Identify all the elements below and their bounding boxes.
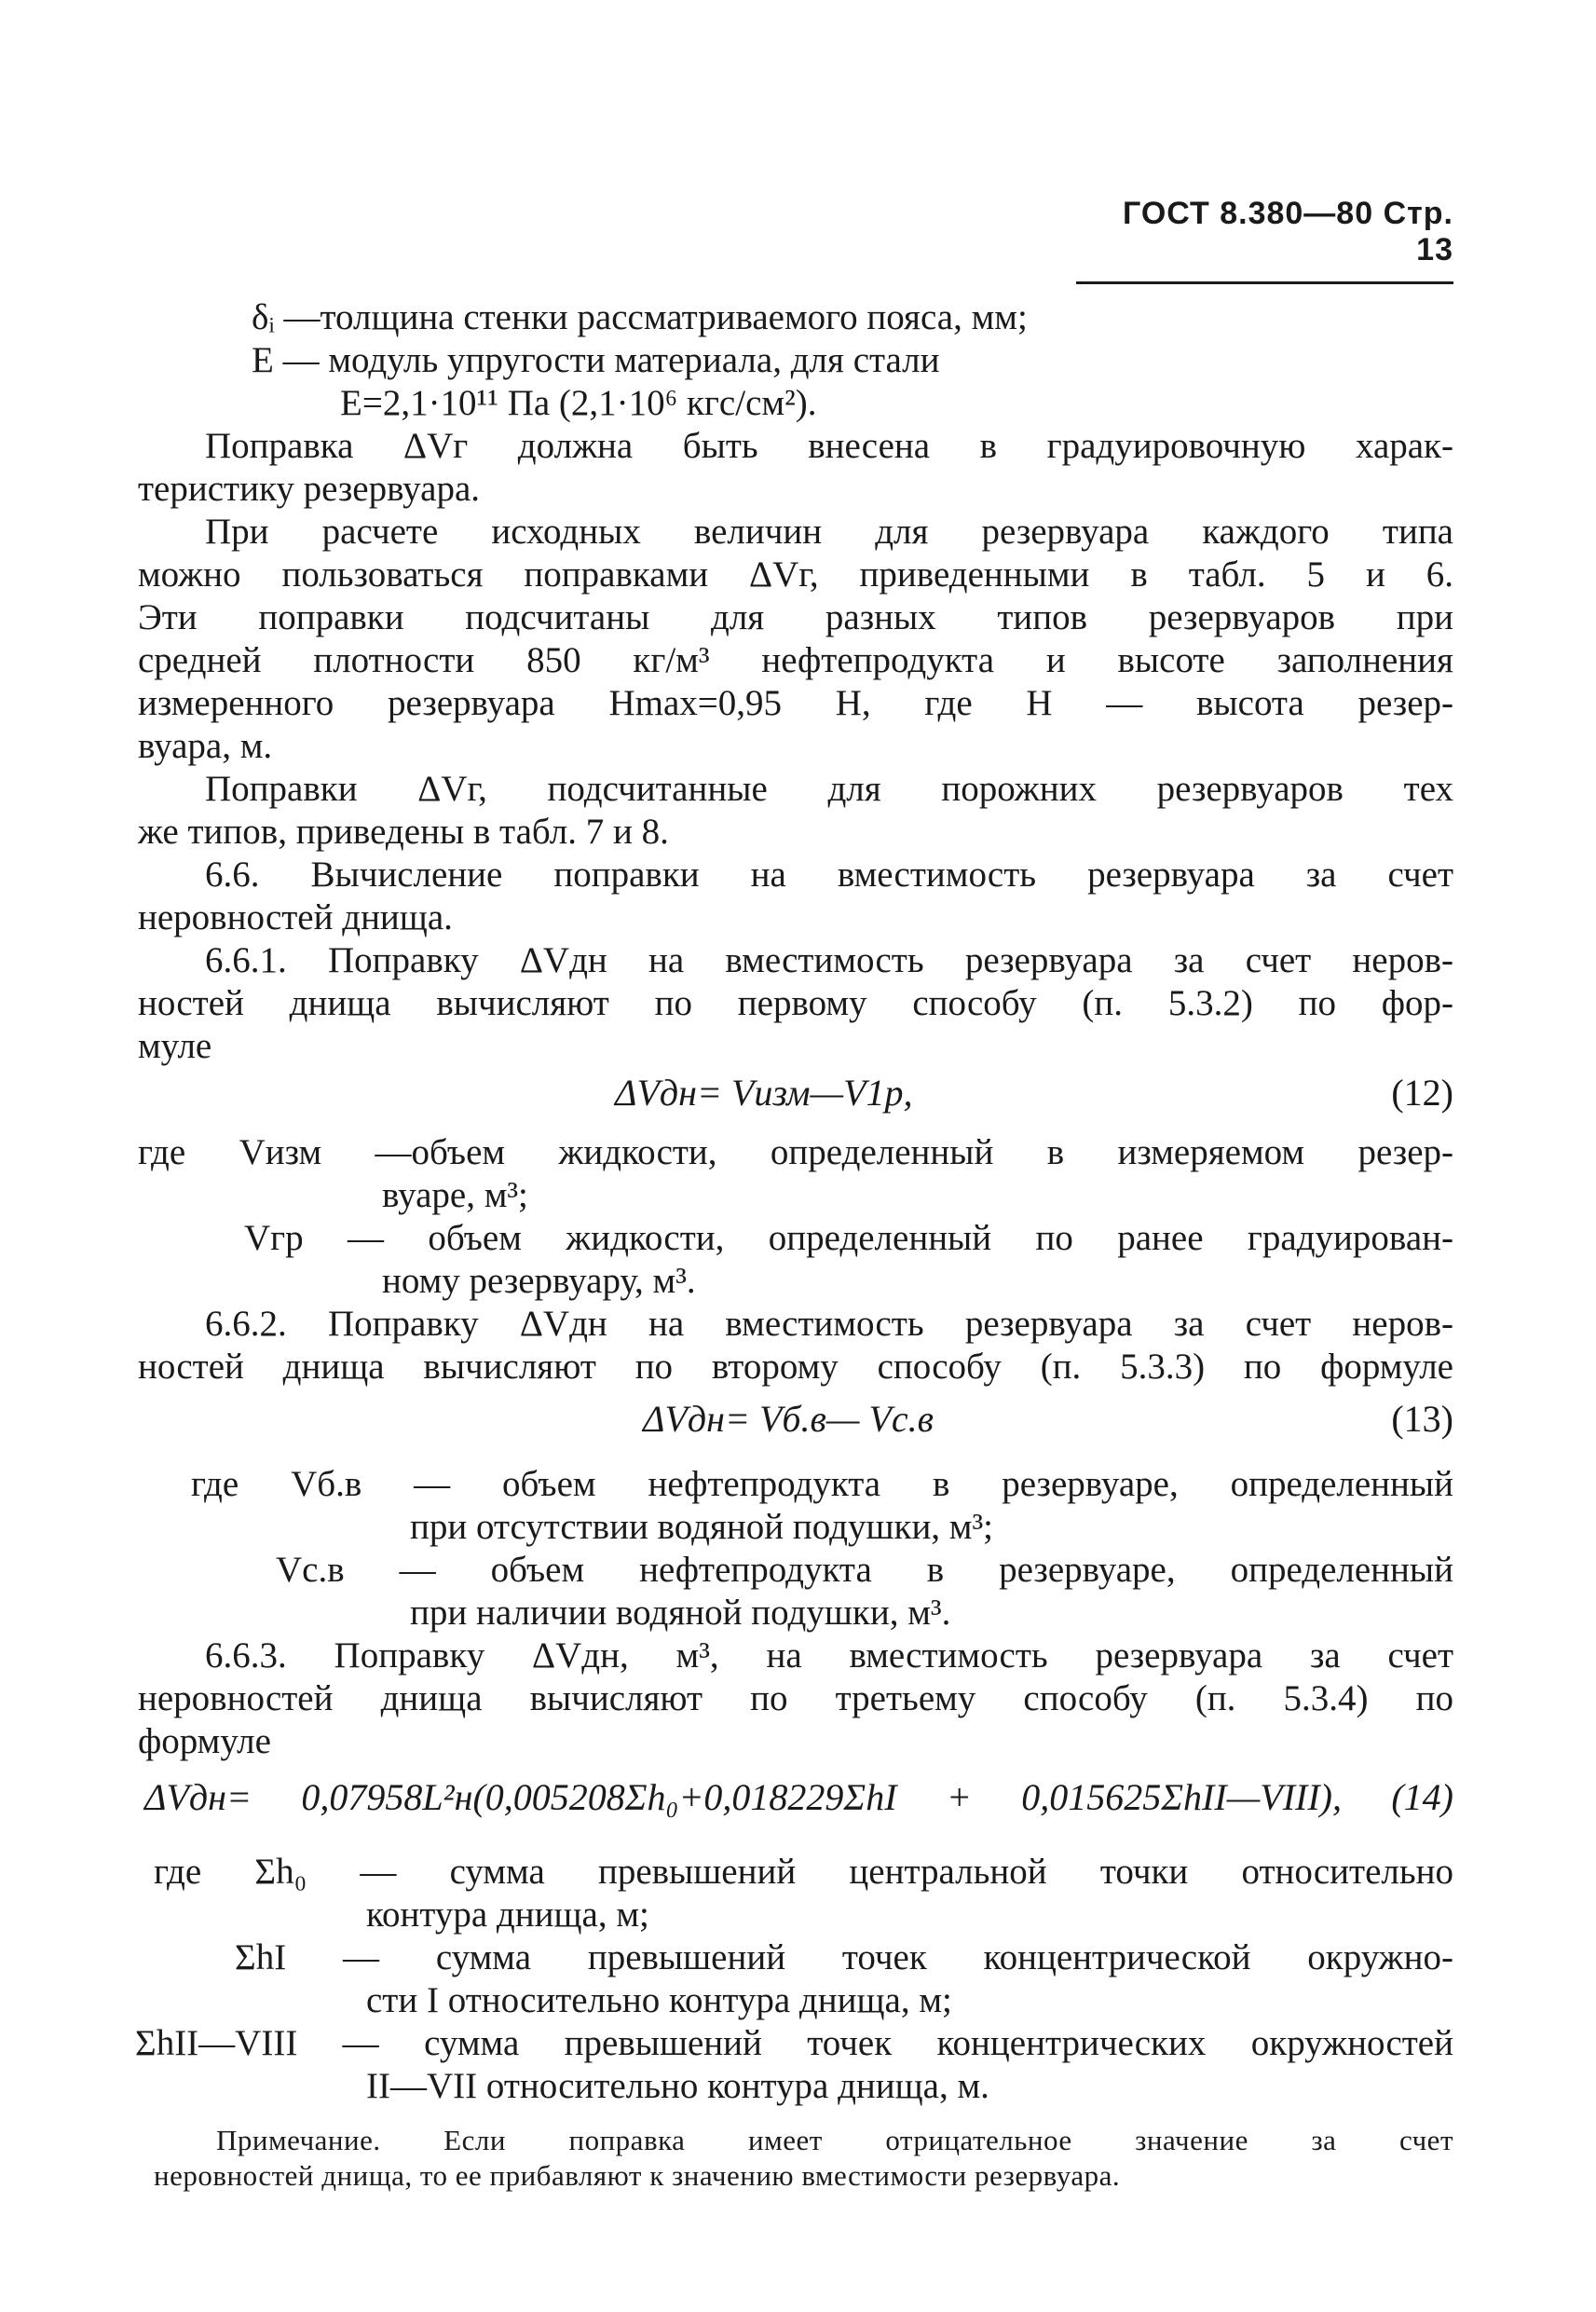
text-line: ΣhII—VIII — сумма превышений точек концентрических окружностей — [135, 2023, 1453, 2063]
page-header: ГОСТ 8.380—80 Стр. 13 — [1076, 196, 1453, 284]
text-line: же типов, приведены в табл. 7 и 8. — [138, 812, 669, 852]
section-heading: 6.6. Вычисление поправки на вместимость резервуара за счет — [205, 855, 1453, 895]
text-line: неровностей днища вычисляют по третьему способу (п. 5.3.4) по — [138, 1678, 1453, 1718]
text-line: средней плотности 850 кг/м³ нефтепродукта и высоте заполнения — [138, 640, 1453, 680]
text-line: при отсутствии водяной подушки, м³; — [410, 1507, 994, 1547]
text-line: Поправка ΔVг должна быть внесена в градуировочную харак- — [205, 426, 1453, 466]
text-line: ностей днища вычисляют по первому способу (п. 5.3.2) по фор- — [138, 983, 1453, 1023]
text-line: E=2,1·10¹¹ Па (2,1·10⁶ кгс/см²). — [340, 383, 817, 423]
equation-14: ΔVдн= 0,07958L²н(0,005208Σh₀+0,018229ΣhI + 0,015625ΣhII—VIII), (14) — [144, 1776, 1453, 1818]
text-line: где Vб.в — объем нефтепродукта в резервуаре, определенный — [191, 1464, 1453, 1504]
text-line: теристику резервуара. — [138, 469, 481, 509]
text-line: при наличии водяной подушки, м³. — [410, 1593, 951, 1633]
text-line: 6.6.1. Поправку ΔVдн на вместимость резервуара за счет неров- — [205, 940, 1453, 980]
equation-number-12: (12) — [1391, 1072, 1453, 1114]
text-line: Эти поправки подсчитаны для разных типов резервуаров при — [138, 597, 1453, 637]
note-line-2: неровностей днища, то ее прибавляют к значению вместимости резервуара. — [154, 2159, 1121, 2192]
text-line: неровностей днища. — [138, 897, 453, 937]
text-line: вуара, м. — [138, 726, 273, 766]
text-line: II—VII относительно контура днища, м. — [366, 2066, 989, 2106]
text-line: формуле — [138, 1721, 271, 1761]
text-line: При расчете исходных величин для резервуара каждого типа — [205, 512, 1453, 552]
text-line: ΣhI — сумма превышений точек концентрической окружно- — [235, 1937, 1453, 1977]
text-line: измеренного резервуара Hmax=0,95 Н, где H — высота резер- — [138, 683, 1453, 723]
text-line: вуаре, м³; — [382, 1175, 528, 1215]
text-line: Vгр — объем жидкости, определенный по ранее градуирован- — [244, 1218, 1453, 1258]
text-line: муле — [138, 1026, 212, 1066]
text-line: E — модуль упругости материала, для стали — [252, 340, 940, 380]
text-line: δᵢ —толщина стенки рассматриваемого пояса, мм; — [252, 297, 1028, 337]
text-line: Поправки ΔVг, подсчитанные для порожних резервуаров тех — [205, 769, 1453, 809]
text-line: можно пользоваться поправками ΔVг, приведенными в табл. 5 и 6. — [138, 554, 1453, 595]
text-line: ному резервуару, м³. — [382, 1261, 696, 1301]
equation-13: ΔVдн= Vб.в— Vс.в — [643, 1398, 934, 1440]
text-line: ностей днища вычисляют по второму способу (п. 5.3.3) по формуле — [138, 1347, 1453, 1387]
text-line: контура днища, м; — [366, 1895, 649, 1935]
text-line: где Vизм —объем жидкости, определенный в измеряемом резер- — [138, 1132, 1453, 1172]
text-line: сти I относительно контура днища, м; — [366, 1980, 952, 2020]
text-line: 6.6.3. Поправку ΔVдн, м³, на вместимость резервуара за счет — [205, 1635, 1453, 1676]
text-line: Vс.в — объем нефтепродукта в резервуаре, определенный — [276, 1550, 1453, 1590]
text-line: где Σh₀ — сумма превышений центральной точки относительно — [154, 1852, 1453, 1892]
equation-number-13: (13) — [1391, 1398, 1453, 1440]
text-line: 6.6.2. Поправку ΔVдн на вместимость резервуара за счет неров- — [205, 1304, 1453, 1344]
note-line-1: Примечание. Если поправка имеет отрицательное значение за счет — [216, 2124, 1453, 2156]
equation-12: ΔVдн= Vизм—V1р, — [615, 1072, 913, 1114]
